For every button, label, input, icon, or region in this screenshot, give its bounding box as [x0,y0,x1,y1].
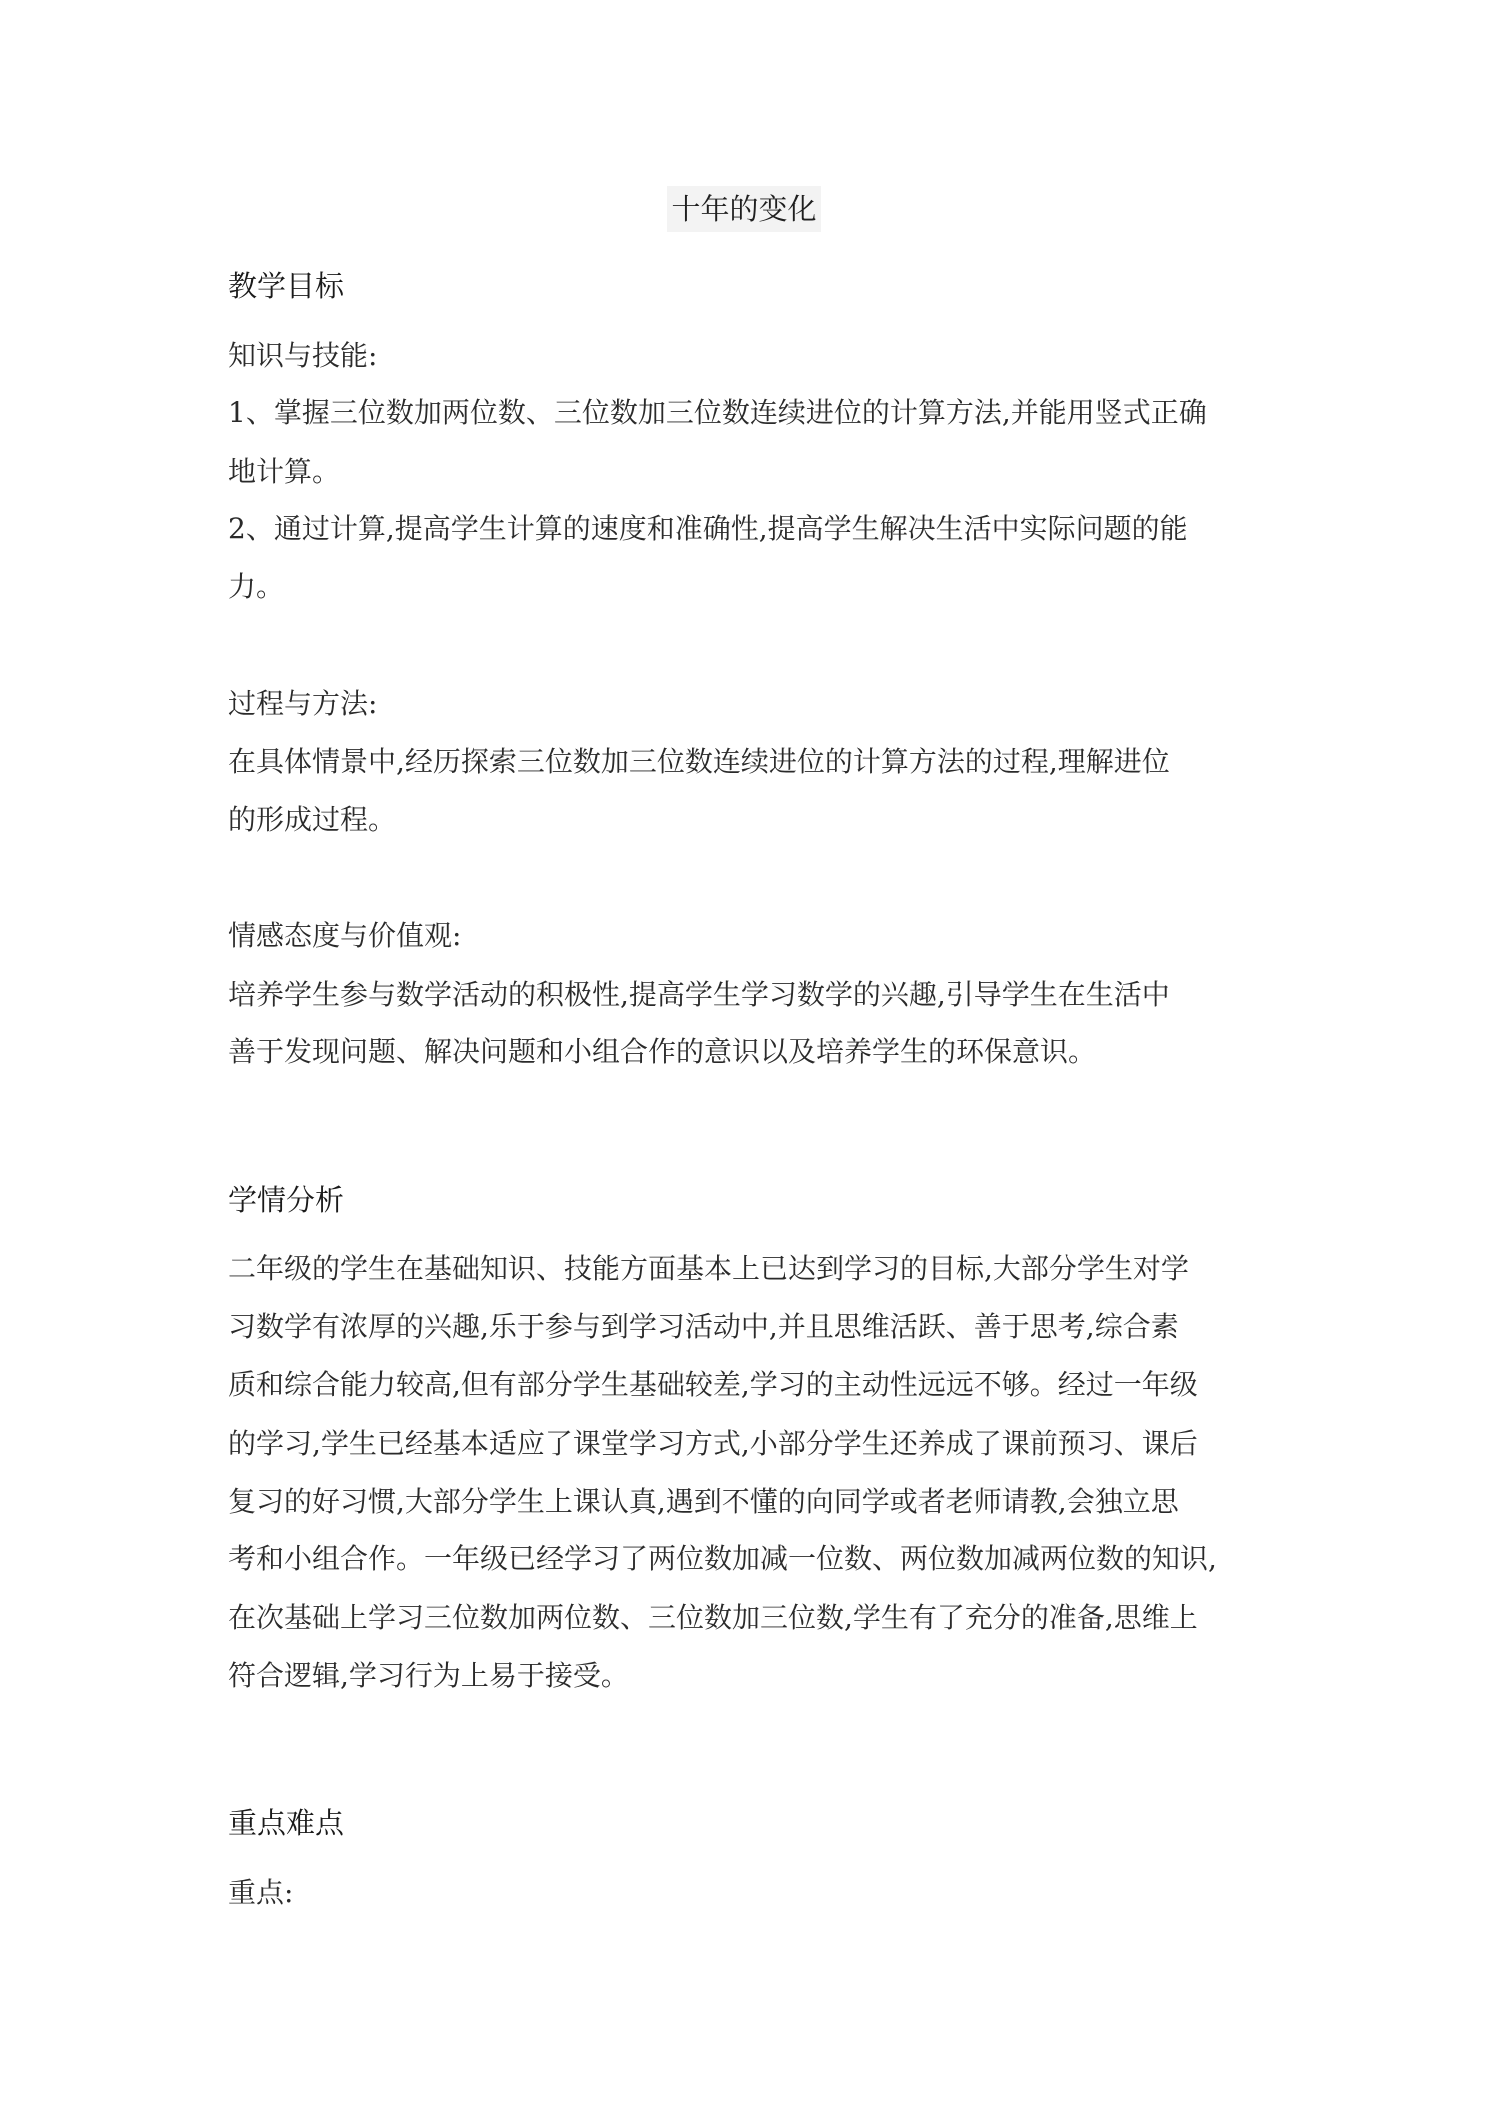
paragraph-line: 力。 [228,570,285,603]
paragraph-line: 习数学有浓厚的兴趣,乐于参与到学习活动中,并且思维活跃、善于思考,综合素 [228,1310,1179,1343]
subheading-key-points: 重点: [228,1876,294,1909]
section-heading-learning-analysis: 学情分析 [228,1183,345,1217]
paragraph-line: 考和小组合作。一年级已经学习了两位数加减一位数、两位数加减两位数的知识, [228,1542,1217,1575]
paragraph-line: 的学习,学生已经基本适应了课堂学习方式,小部分学生还养成了课前预习、课后 [228,1427,1198,1460]
paragraph-line: 复习的好习惯,大部分学生上课认真,遇到不懂的向同学或者老师请教,会独立思 [228,1485,1179,1518]
paragraph-line: 二年级的学生在基础知识、技能方面基本上已达到学习的目标,大部分学生对学 [228,1252,1189,1285]
paragraph-line: 质和综合能力较高,但有部分学生基础较差,学习的主动性远远不够。经过一年级 [228,1368,1198,1401]
paragraph-line: 培养学生参与数学活动的积极性,提高学生学习数学的兴趣,引导学生在生活中 [228,978,1170,1011]
paragraph-line: 在次基础上学习三位数加两位数、三位数加三位数,学生有了充分的准备,思维上 [228,1601,1198,1634]
document-title: 十年的变化 [0,186,1488,232]
paragraph-line: 在具体情景中,经历探索三位数加三位数连续进位的计算方法的过程,理解进位 [228,745,1170,778]
paragraph-line: 的形成过程。 [228,803,397,836]
section-heading-key-difficult-points: 重点难点 [228,1806,345,1840]
paragraph-line: 2、通过计算,提高学生计算的速度和准确性,提高学生解决生活中实际问题的能 [228,512,1188,545]
subheading-process-method: 过程与方法: [228,687,378,720]
paragraph-line: 地计算。 [228,455,341,488]
paragraph-line: 符合逻辑,学习行为上易于接受。 [228,1659,629,1692]
section-heading-teaching-goals: 教学目标 [228,269,345,303]
paragraph-line: 善于发现问题、解决问题和小组合作的意识以及培养学生的环保意识。 [228,1035,1097,1068]
subheading-emotion-attitude: 情感态度与价值观: [228,919,462,952]
paragraph-line: 1、掌握三位数加两位数、三位数加三位数连续进位的计算方法,并能用竖式正确 [228,396,1207,429]
subheading-knowledge-skills: 知识与技能: [228,339,378,372]
